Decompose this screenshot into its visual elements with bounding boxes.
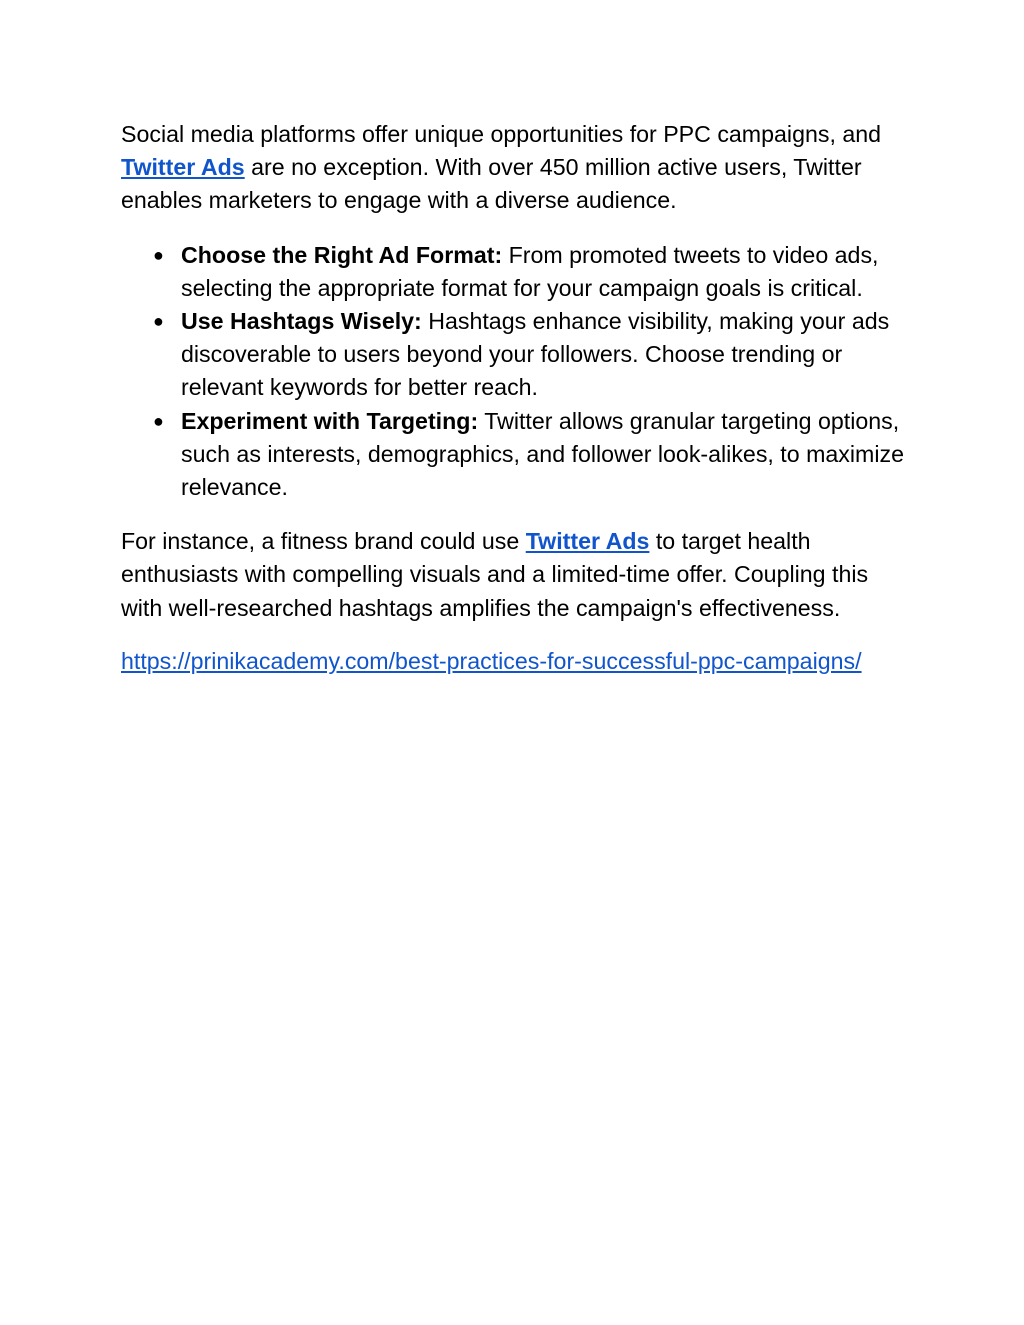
intro-text-before: Social media platforms offer unique opportunities for PPC campaigns, and bbox=[121, 121, 882, 147]
tip-title: Choose the Right Ad Format: bbox=[181, 241, 503, 268]
source-url-link[interactable]: https://prinikacademy.com/best-practices-for-successful-ppc-campaigns/ bbox=[121, 647, 862, 674]
tip-text: Twitter allows granular targeting options, such as interests, demographics, and follower look-alikes, to maximize relevance. bbox=[181, 407, 904, 501]
intro-text-after: are no exception. With over 450 million active users, Twitter enables marketers to engage with a diverse audience. bbox=[121, 154, 862, 214]
bullet-marker: ● bbox=[153, 410, 164, 431]
bullet-marker: ● bbox=[153, 311, 164, 332]
list-item bbox=[153, 305, 911, 405]
tip-title: Experiment with Targeting: bbox=[181, 407, 479, 434]
example-text-after: to target health enthusiasts with compelling visuals and a limited-time offer. Coupling this with well-researched hashtags amplifies the campaign's effectiveness. bbox=[121, 528, 869, 621]
bullet-marker: ● bbox=[153, 244, 164, 265]
list-item bbox=[153, 405, 911, 505]
tip-text: Hashtags enhance visibility, making your ads discoverable to users beyond your followers. Choose trending or relevant keywords for better reach. bbox=[181, 308, 890, 401]
intro-paragraph bbox=[121, 118, 911, 218]
example-paragraph bbox=[121, 525, 911, 625]
list-item bbox=[153, 239, 911, 305]
twitter-ads-link[interactable]: Twitter Ads bbox=[121, 154, 245, 181]
tip-title: Use Hashtags Wisely: bbox=[181, 308, 422, 335]
tip-text: From promoted tweets to video ads, selecting the appropriate format for your campaign goals is critical. bbox=[181, 241, 879, 301]
document-page bbox=[121, 118, 911, 678]
tips-list bbox=[121, 239, 911, 505]
example-text-before: For instance, a fitness brand could use bbox=[121, 528, 526, 555]
twitter-ads-link[interactable]: Twitter Ads bbox=[525, 528, 650, 555]
source-paragraph bbox=[121, 645, 911, 678]
